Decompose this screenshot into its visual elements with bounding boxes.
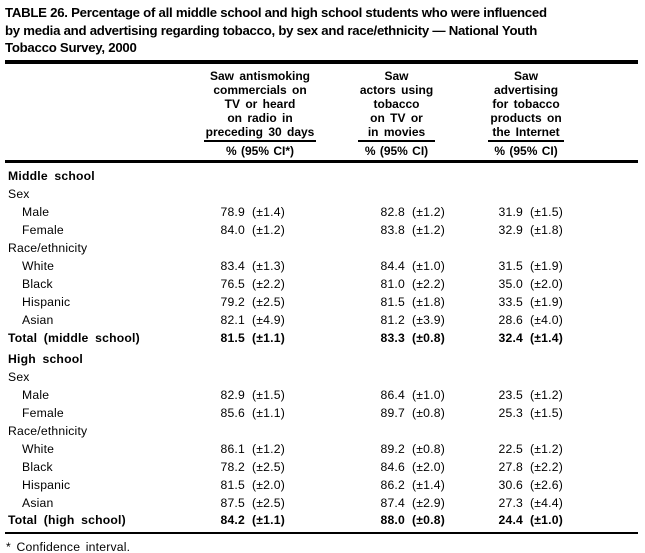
percent-value [320, 346, 405, 367]
row-filler [579, 403, 638, 421]
table-row [5, 220, 638, 238]
percent-value: 83.4 [220, 259, 245, 273]
table-row [5, 385, 638, 403]
confidence-interval-value: (±3.9) [412, 313, 445, 327]
percent-value: 82.9 [220, 388, 245, 402]
percent-value: 33.5 [498, 295, 524, 309]
percent-value: 81.5 [220, 331, 245, 345]
row-label: Middle school [8, 169, 95, 183]
confidence-interval-value: (±1.8) [530, 223, 563, 237]
table-row [5, 346, 638, 367]
confidence-interval-value [523, 184, 579, 202]
confidence-interval-value [523, 421, 579, 439]
percent-value [200, 367, 245, 385]
table-row [5, 421, 638, 439]
confidence-interval-value [245, 161, 320, 184]
row-filler [579, 421, 638, 439]
confidence-interval-value: (±1.2) [252, 223, 285, 237]
row-label: Total (middle school) [8, 331, 140, 345]
column-subheader: % (95% CI) [494, 143, 558, 158]
row-filler [579, 310, 638, 328]
confidence-interval-value: (±1.2) [530, 388, 563, 402]
row-label: Male [22, 388, 50, 402]
percent-value [320, 161, 405, 184]
row-label: Asian [22, 496, 54, 510]
row-label: Sex [8, 187, 30, 201]
confidence-interval-value [245, 367, 320, 385]
confidence-interval-value: (±2.9) [412, 496, 445, 510]
percent-value: 81.2 [380, 313, 405, 327]
confidence-interval-value: (±2.2) [412, 277, 445, 291]
confidence-interval-value: (±4.4) [530, 496, 563, 510]
column-subheader: % (95% CI) [364, 143, 429, 158]
row-filler [579, 457, 638, 475]
row-label: Asian [22, 313, 54, 327]
header-line: on TV or [370, 110, 423, 125]
table-row [5, 202, 638, 220]
percent-value [320, 238, 405, 256]
confidence-interval-value [245, 346, 320, 367]
footnote: * Confidence interval. [6, 540, 131, 553]
confidence-interval-value: (±0.8) [405, 511, 473, 533]
row-label: High school [8, 352, 83, 366]
percent-value: 81.5 [220, 478, 245, 492]
row-filler [579, 439, 638, 457]
row-label: Female [22, 223, 64, 237]
confidence-interval-value: (±1.9) [530, 295, 563, 309]
percent-value: 84.2 [200, 511, 245, 533]
table-row [5, 238, 638, 256]
percent-value: 86.4 [380, 388, 405, 402]
percent-value: 84.4 [380, 259, 405, 273]
confidence-interval-value: (±2.0) [252, 478, 285, 492]
percent-value: 76.5 [220, 277, 245, 291]
row-filler [579, 220, 638, 238]
percent-value: 82.1 [220, 313, 245, 327]
confidence-interval-value: (±2.2) [252, 277, 285, 291]
confidence-interval-value [523, 161, 579, 184]
confidence-interval-value: (±1.1) [252, 406, 285, 420]
confidence-interval-value: (±2.0) [412, 460, 445, 474]
confidence-interval-value: (±1.5) [530, 205, 563, 219]
row-label: Hispanic [22, 478, 71, 492]
confidence-interval-value [405, 346, 473, 367]
header-line: Saw [384, 68, 409, 83]
header-line: tobacco [373, 96, 420, 111]
confidence-interval-value: (±1.3) [252, 259, 285, 273]
percent-value [320, 421, 405, 439]
percent-value [473, 421, 523, 439]
percent-value: 87.4 [380, 496, 405, 510]
percent-value: 78.9 [220, 205, 245, 219]
percent-value: 88.0 [320, 511, 405, 533]
confidence-interval-value: (±1.1) [252, 331, 285, 345]
percent-value: 28.6 [498, 313, 524, 327]
row-filler [579, 184, 638, 202]
percent-value: 35.0 [498, 277, 524, 291]
row-label: Race/ethnicity [8, 241, 88, 255]
row-label: Black [22, 277, 53, 291]
header-line: in movies [367, 124, 426, 139]
percent-value [473, 238, 523, 256]
table-row [5, 161, 638, 184]
percent-value [320, 367, 405, 385]
row-filler [579, 161, 638, 184]
confidence-interval-value: (±1.2) [530, 442, 563, 456]
header-line: preceding 30 days [205, 124, 315, 139]
percent-value: 82.8 [380, 205, 405, 219]
percent-value: 81.5 [380, 295, 405, 309]
percent-value: 89.7 [380, 406, 405, 420]
row-filler [579, 385, 638, 403]
header-row [5, 64, 638, 162]
percent-value: 24.4 [473, 511, 523, 533]
column-subheader: % (95% CI*) [225, 143, 295, 158]
confidence-interval-value [405, 184, 473, 202]
confidence-interval-value [245, 421, 320, 439]
confidence-interval-value: (±2.6) [530, 478, 563, 492]
confidence-interval-value: (±1.1) [245, 511, 320, 533]
percent-value: 27.8 [498, 460, 524, 474]
percent-value: 79.2 [220, 295, 245, 309]
percent-value: 86.1 [220, 442, 245, 456]
column-header-text [204, 69, 317, 142]
percent-value: 86.2 [380, 478, 405, 492]
row-filler [579, 511, 638, 533]
confidence-interval-value: (±1.2) [412, 205, 445, 219]
table-title-line: by media and advertising regarding tobacco, by sex and race/ethnicity — National Youth [5, 22, 538, 38]
confidence-interval-value: (±1.5) [252, 388, 285, 402]
confidence-interval-value: (±4.9) [252, 313, 285, 327]
confidence-interval-value: (±2.5) [252, 496, 285, 510]
confidence-interval-value: (±1.4) [530, 331, 563, 345]
column-header-actors-using-tobacco [320, 64, 473, 162]
table-row [5, 475, 638, 493]
percent-value: 32.9 [498, 223, 524, 237]
confidence-interval-value [245, 238, 320, 256]
percent-value [473, 184, 523, 202]
percent-value [200, 421, 245, 439]
confidence-interval-value [523, 367, 579, 385]
percent-value [473, 346, 523, 367]
confidence-interval-value: (±1.8) [412, 295, 445, 309]
confidence-interval-value: (±0.8) [412, 442, 445, 456]
percent-value: 31.5 [498, 259, 524, 273]
table-title [5, 4, 638, 64]
row-filler [579, 274, 638, 292]
row-filler [579, 292, 638, 310]
percent-value: 23.5 [498, 388, 524, 402]
header-line: advertising [494, 82, 559, 97]
row-label: White [22, 259, 55, 273]
header-line: for tobacco [492, 96, 560, 111]
row-filler [579, 475, 638, 493]
confidence-interval-value: (±1.4) [412, 478, 445, 492]
column-header-text [488, 69, 563, 142]
percent-value [200, 346, 245, 367]
header-line: actors using [359, 82, 434, 97]
percent-value: 87.5 [220, 496, 245, 510]
percent-value [473, 367, 523, 385]
table-row [5, 274, 638, 292]
percent-value [200, 184, 245, 202]
header-spacer [5, 64, 200, 162]
row-filler [579, 256, 638, 274]
table-title-line: Tobacco Survey, 2000 [5, 40, 137, 55]
table-row [5, 511, 638, 533]
confidence-interval-value [405, 238, 473, 256]
percent-value [320, 184, 405, 202]
confidence-interval-value: (±0.8) [412, 331, 445, 345]
row-label: Sex [8, 370, 30, 384]
confidence-interval-value: (±0.8) [412, 406, 445, 420]
row-filler [579, 367, 638, 385]
percent-value: 81.0 [380, 277, 405, 291]
confidence-interval-value [523, 238, 579, 256]
row-label: Hispanic [22, 295, 71, 309]
percent-value: 83.8 [380, 223, 405, 237]
confidence-interval-value: (±1.0) [412, 259, 445, 273]
confidence-interval-value: (±2.5) [252, 460, 285, 474]
percent-value: 22.5 [498, 442, 524, 456]
percent-value: 84.0 [220, 223, 245, 237]
percent-value: 27.3 [498, 496, 524, 510]
table-row [5, 310, 638, 328]
header-line: TV or heard [224, 96, 296, 111]
percent-value [200, 161, 245, 184]
table-row [5, 403, 638, 421]
confidence-interval-value: (±1.4) [252, 205, 285, 219]
header-line: Saw antismoking [209, 68, 311, 83]
confidence-interval-value [405, 367, 473, 385]
percent-value: 30.6 [498, 478, 524, 492]
header-filler [579, 64, 638, 162]
table-row [5, 256, 638, 274]
table-body [5, 161, 638, 533]
row-label: Black [22, 460, 53, 474]
column-header-antismoking-commercials [200, 64, 320, 162]
column-header-text [358, 69, 435, 142]
header-line: commercials on [213, 82, 307, 97]
table-header [5, 64, 638, 162]
table-row [5, 292, 638, 310]
header-line: Saw [514, 68, 539, 83]
header-line: on radio in [227, 110, 293, 125]
percent-value: 84.6 [380, 460, 405, 474]
table-row [5, 457, 638, 475]
statistics-table [5, 64, 638, 535]
table-row [5, 367, 638, 385]
confidence-interval-value [245, 184, 320, 202]
row-label: Race/ethnicity [8, 424, 88, 438]
percent-value: 32.4 [498, 331, 524, 345]
header-line: the Internet [492, 124, 560, 139]
column-header-internet-advertising [473, 64, 579, 162]
confidence-interval-value [405, 161, 473, 184]
table-row [5, 439, 638, 457]
confidence-interval-value [405, 421, 473, 439]
confidence-interval-value [523, 346, 579, 367]
confidence-interval-value: (±1.0) [412, 388, 445, 402]
table-row [5, 493, 638, 511]
table-row [5, 328, 638, 346]
percent-value: 85.6 [220, 406, 245, 420]
header-line: products on [490, 110, 562, 125]
confidence-interval-value: (±2.2) [530, 460, 563, 474]
percent-value: 78.2 [220, 460, 245, 474]
percent-value: 31.9 [498, 205, 524, 219]
row-filler [579, 202, 638, 220]
row-filler [579, 493, 638, 511]
percent-value [200, 238, 245, 256]
confidence-interval-value: (±2.5) [252, 295, 285, 309]
confidence-interval-value: (±1.5) [530, 406, 563, 420]
confidence-interval-value: (±1.0) [523, 511, 579, 533]
row-filler [579, 328, 638, 346]
confidence-interval-value: (±4.0) [530, 313, 563, 327]
row-filler [579, 346, 638, 367]
confidence-interval-value: (±1.2) [412, 223, 445, 237]
percent-value: 89.2 [380, 442, 405, 456]
row-label: White [22, 442, 55, 456]
percent-value: 25.3 [498, 406, 524, 420]
percent-value: 83.3 [380, 331, 405, 345]
row-label: Female [22, 406, 64, 420]
confidence-interval-value: (±1.2) [252, 442, 285, 456]
confidence-interval-value: (±1.9) [530, 259, 563, 273]
table-row [5, 184, 638, 202]
table-title-line: TABLE 26. Percentage of all middle school and high school students who were influenced [5, 5, 547, 20]
row-filler [579, 238, 638, 256]
row-label: Male [22, 205, 50, 219]
confidence-interval-value: (±2.0) [530, 277, 563, 291]
percent-value [473, 161, 523, 184]
row-label: Total (high school) [5, 511, 200, 533]
